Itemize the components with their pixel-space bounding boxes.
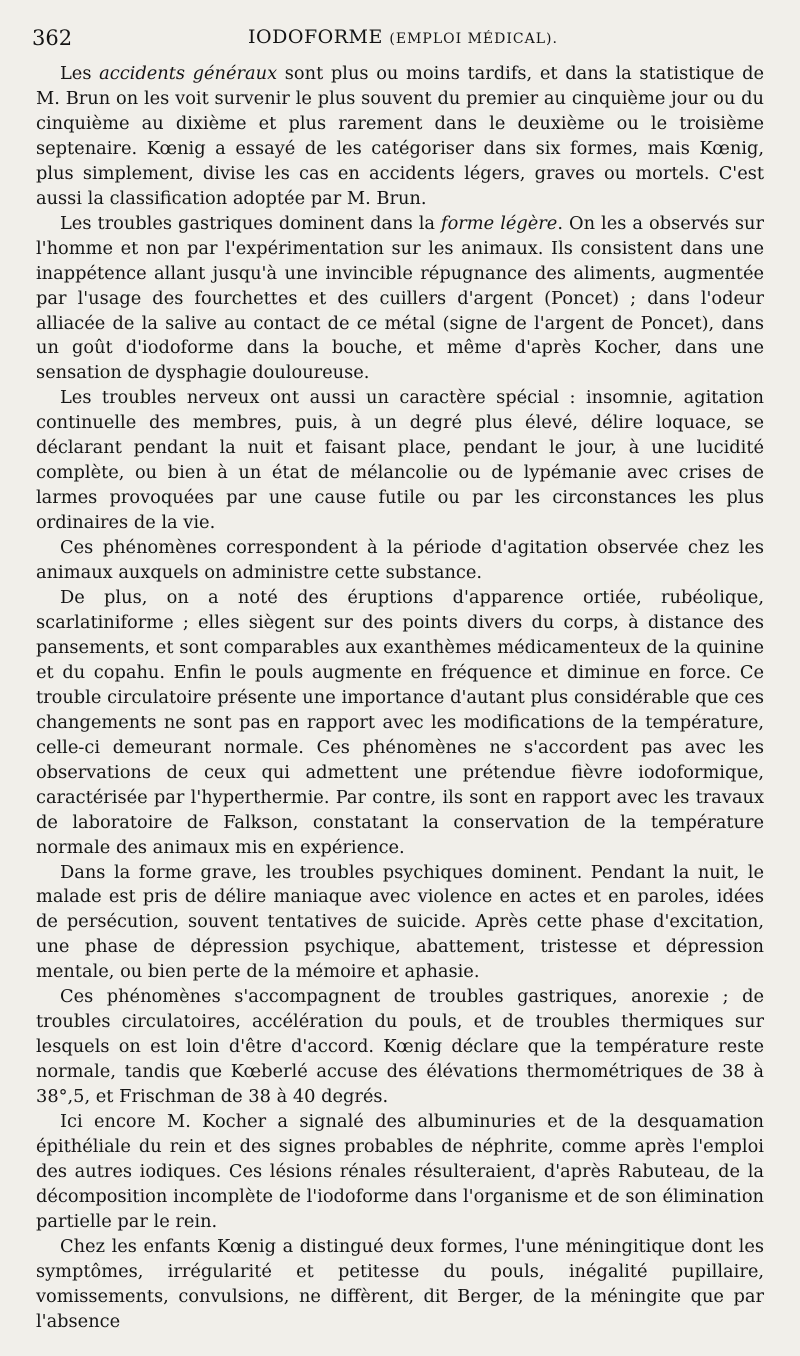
- paragraph-text: Les: [60, 63, 100, 84]
- paragraph-6: Dans la forme grave, les troubles psychiques dominent. Pendant la nuit, le malade est pris de délire maniaque avec violence en actes et en paroles, idées de persécution, souvent tentatives de suicide. Après cette phase d'excitation, une phase de dépression psychique, abattement, tristesse et dépression mentale, ou bien perte de la mémoire et aphasie.: [36, 861, 764, 983]
- emphasis: accidents généraux: [99, 63, 278, 84]
- running-subtitle: (EMPLOI MÉDICAL).: [389, 31, 558, 47]
- running-head: [32, 26, 774, 48]
- paragraph-9: Chez les enfants Kœnig a distingué deux formes, l'une méningitique dont les symptômes, irrégularité et petitesse du pouls, inégalité pupillaire, vomissements, convulsions, ne diffèrent, dit Berger, de la méningite que par l'absence: [36, 1235, 764, 1332]
- running-title: IODOFORME: [248, 26, 383, 48]
- paragraph-text: sont plus ou moins tardifs, et dans la statistique de M. Brun on les voit survenir le plus souvent du premier au cinquième jour ou du cinquième au dixième et plus rarement dans le deuxième ou le troisième septenaire. Kœnig a essayé de les catégoriser dans six formes, mais Kœnig, plus simplement, divise les cas en accidents légers, graves ou mortels. C'est aussi la classification adoptée par M. Brun.: [36, 63, 765, 209]
- paragraph-3: Les troubles nerveux ont aussi un caractère spécial : insomnie, agitation continuelle des membres, puis, à un degré plus élevé, délire loquace, se déclarant pendant la nuit et faisant place, pendant le jour, à une lucidité complète, ou bien à un état de mélancolie ou de lypémanie avec crises de larmes provoquées par une cause futile ou par les circonstances les plus ordinaires de la vie.: [36, 387, 764, 534]
- paragraph-5: De plus, on a noté des éruptions d'apparence ortiée, rubéolique, scarlatiniforme ; elles siègent sur des points divers du corps, à distance des pansements, et sont comparables aux exanthèmes médicamenteux de la quinine et du copahu. Enfin le pouls augmente en fréquence et diminue en force. Ce trouble circulatoire présente une importance d'autant plus considérable que ces changements ne sont pas en rapport avec les modifications de la température, celle-ci demeurant normale. Ces phénomènes ne s'accordent pas avec les observations de ceux qui admettent une prétendue fièvre iodoformique, caractérisée par l'hyperthermie. Par contre, ils sont en rapport avec les travaux de laboratoire de Falkson, constatant la conservation de la température normale des animaux mis en expérience.: [36, 587, 764, 858]
- paragraph-8: Ici encore M. Kocher a signalé des albuminuries et de la desquamation épithéliale du rein et des signes probables de néphrite, comme après l'emploi des autres iodiques. Ces lésions rénales résulteraient, d'après Rabuteau, de la décomposition incomplète de l'iodoforme dans l'organisme et de son élimination partielle par le rein.: [36, 1111, 764, 1232]
- paragraph-text: Les troubles gastriques dominent dans la: [60, 212, 442, 234]
- paragraph-4: Ces phénomènes correspondent à la période d'agitation observée chez les animaux auxquels on administre cette substance.: [36, 537, 764, 584]
- emphasis: forme légère: [441, 212, 558, 234]
- paragraph-1: [36, 62, 764, 212]
- paragraph-text: . On les a observés sur l'homme et non par l'expérimentation sur les animaux. Ils consistent dans une inappétence allant jusqu'à une invincible répugnance des aliments, augmentée par l'usage des fourchettes et des cuillers d'argent (Poncet) ; dans l'odeur alliacée de la salive au contact de ce métal (signe de l'argent de Poncet), dans un goût d'iodoforme dans la bouche, et même d'après Kocher, dans une sensation de dysphagie douloureuse.: [36, 212, 765, 384]
- page-header: [32, 26, 774, 58]
- page-number: 362: [32, 26, 73, 50]
- paragraph-7: Ces phénomènes s'accompagnent de troubles gastriques, anorexie ; de troubles circulatoires, accélération du pouls, et de troubles thermiques sur lesquels on est loin d'être d'accord. Kœnig déclare que la température reste normale, tandis que Kœberlé accuse des élévations thermométriques de 38 à 38°,5, et Frischman de 38 à 40 degrés.: [36, 986, 764, 1108]
- paragraph-2: [36, 212, 764, 387]
- body-text: [36, 62, 764, 1335]
